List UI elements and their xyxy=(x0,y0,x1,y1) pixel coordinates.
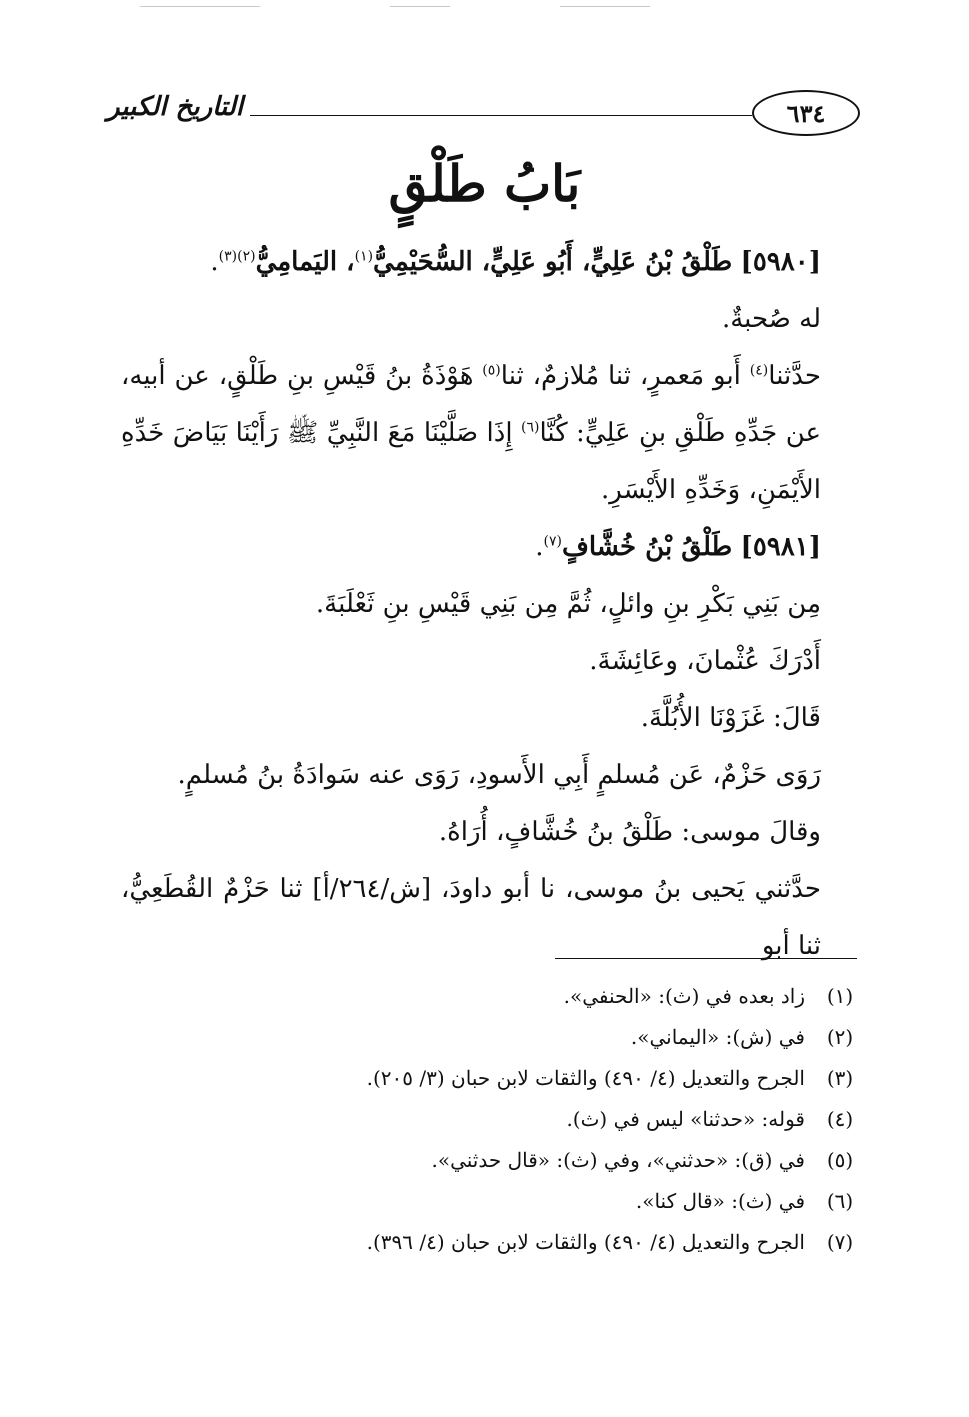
footnote xyxy=(117,1099,857,1140)
page-number: ٦٣٤ xyxy=(786,98,826,128)
footnote xyxy=(117,1140,857,1181)
hadith-text: أَبو مَعمرٍ، ثنا مُلازمٌ، ثنا xyxy=(500,361,750,391)
chapter-title: بَابُ طَلْقٍ xyxy=(388,154,581,213)
footnote-text: في (ش): «اليماني». xyxy=(630,1025,805,1049)
hadith-text: هَوْذَةُ بنُ قَيْسِ بنِ طَلْقٍ، عن أبيه، عن جَدِّهِ طَلْقِ بنِ عَلِيٍّ: كُنَّا xyxy=(121,361,821,448)
entry-text-line: أَدْرَكَ عُثْمانَ، وعَائِشَةَ. xyxy=(589,646,821,676)
footnote xyxy=(117,1058,857,1099)
footnote-ref[interactable]: (١) xyxy=(354,248,374,265)
entry-end: . xyxy=(535,532,544,562)
footnote-text: في (ق): «حدثني»، وفي (ث): «قال حدثني». xyxy=(431,1148,805,1172)
footnote-text: الجرح والتعديل (٤/ ٤٩٠) والثقات لابن حبان (٤/ ٣٩٦). xyxy=(366,1230,805,1254)
footnote-ref[interactable]: (٧) xyxy=(543,533,562,550)
scan-edge-mark xyxy=(560,6,650,7)
hadith-text: حدَّثنا xyxy=(768,361,821,391)
footnote-number: (٦) xyxy=(826,1189,854,1213)
main-text xyxy=(121,234,821,975)
footnote-number: (٧) xyxy=(826,1230,854,1254)
footnotes xyxy=(117,976,857,1263)
footnote xyxy=(117,1017,857,1058)
scan-edge-mark xyxy=(140,6,260,7)
entry-name: طَلْقُ بْنُ خُشَّافٍ xyxy=(561,532,733,562)
footnote xyxy=(117,1181,857,1222)
entry-end: . xyxy=(210,247,219,277)
entry-nisba: اليَمامِيُّ xyxy=(255,247,338,277)
footnote-ref[interactable]: (٤) xyxy=(749,362,769,379)
entry-text-line: مِن بَنِي بَكْرِ بنِ وائلٍ، ثُمَّ مِن بَنِي قَيْسِ بنِ ثَعْلَبَةَ. xyxy=(315,589,821,619)
entry-text-line: رَوَى حَزْمٌ، عَن مُسلمٍ أَبِي الأَسودِ، رَوَى عنه سَوادَةُ بنُ مُسلمٍ. xyxy=(177,760,821,790)
footnote-ref[interactable]: (٥) xyxy=(482,362,501,379)
header-rule xyxy=(250,115,752,116)
entry-text-line: قَالَ: غَزَوْنَا الأُبُلَّةَ. xyxy=(640,703,821,733)
footnote xyxy=(117,976,857,1017)
page-number-ornament xyxy=(752,90,860,136)
footnote-number: (٥) xyxy=(826,1148,854,1172)
book-title: التاريخ الكبير xyxy=(106,92,244,122)
footnote-number: (٣) xyxy=(826,1066,854,1090)
footnote-ref[interactable]: (٢)(٣) xyxy=(218,248,256,265)
footnote xyxy=(117,1222,857,1263)
hadith-paragraph xyxy=(121,348,821,519)
footnote-text: زاد بعده في (ث): «الحنفي». xyxy=(563,984,805,1008)
entry-heading xyxy=(121,234,821,291)
footnote-ref[interactable]: (٦) xyxy=(521,419,540,436)
entry-name: طَلْقُ بْنُ عَلِيٍّ، أَبُو عَلِيٍّ، السُّحَيْمِيُّ xyxy=(373,247,733,277)
entry-text-line: وقالَ موسى: طَلْقُ بنُ خُشَّافٍ، أُرَاهُ. xyxy=(438,817,821,847)
footnote-text: في (ث): «قال كنا». xyxy=(635,1189,805,1213)
entry-number: [٥٩٨١] xyxy=(740,532,821,562)
footnote-text: الجرح والتعديل (٤/ ٤٩٠) والثقات لابن حبان (٣/ ٢٠٥). xyxy=(366,1066,805,1090)
entry-separator: ، xyxy=(337,247,355,277)
footnote-separator xyxy=(555,958,857,959)
entry-number: [٥٩٨٠] xyxy=(740,247,821,277)
hadith-text: إِذَا صَلَّيْنَا مَعَ النَّبِيِّ ﷺ رَأَيْنَا بَيَاضَ خَدِّهِ الأَيْمَنِ، وَخَدِّهِ الأَيْسَرِ. xyxy=(121,418,821,505)
entry-text-line: حدَّثني يَحيى بنُ موسى، نا أبو داودَ، [ش/٢٦٤/أ] ثنا حَزْمٌ القُطَعِيُّ، ثنا أبو xyxy=(121,874,821,961)
footnote-number: (٤) xyxy=(826,1107,854,1131)
entry-heading xyxy=(121,519,821,576)
footnote-number: (٢) xyxy=(826,1025,854,1049)
running-header xyxy=(100,88,860,144)
entry-text-line: له صُحبةٌ. xyxy=(721,304,821,334)
footnote-text: قوله: «حدثنا» ليس في (ث). xyxy=(566,1107,805,1131)
scan-edge-mark xyxy=(390,6,450,7)
footnote-number: (١) xyxy=(826,984,854,1008)
